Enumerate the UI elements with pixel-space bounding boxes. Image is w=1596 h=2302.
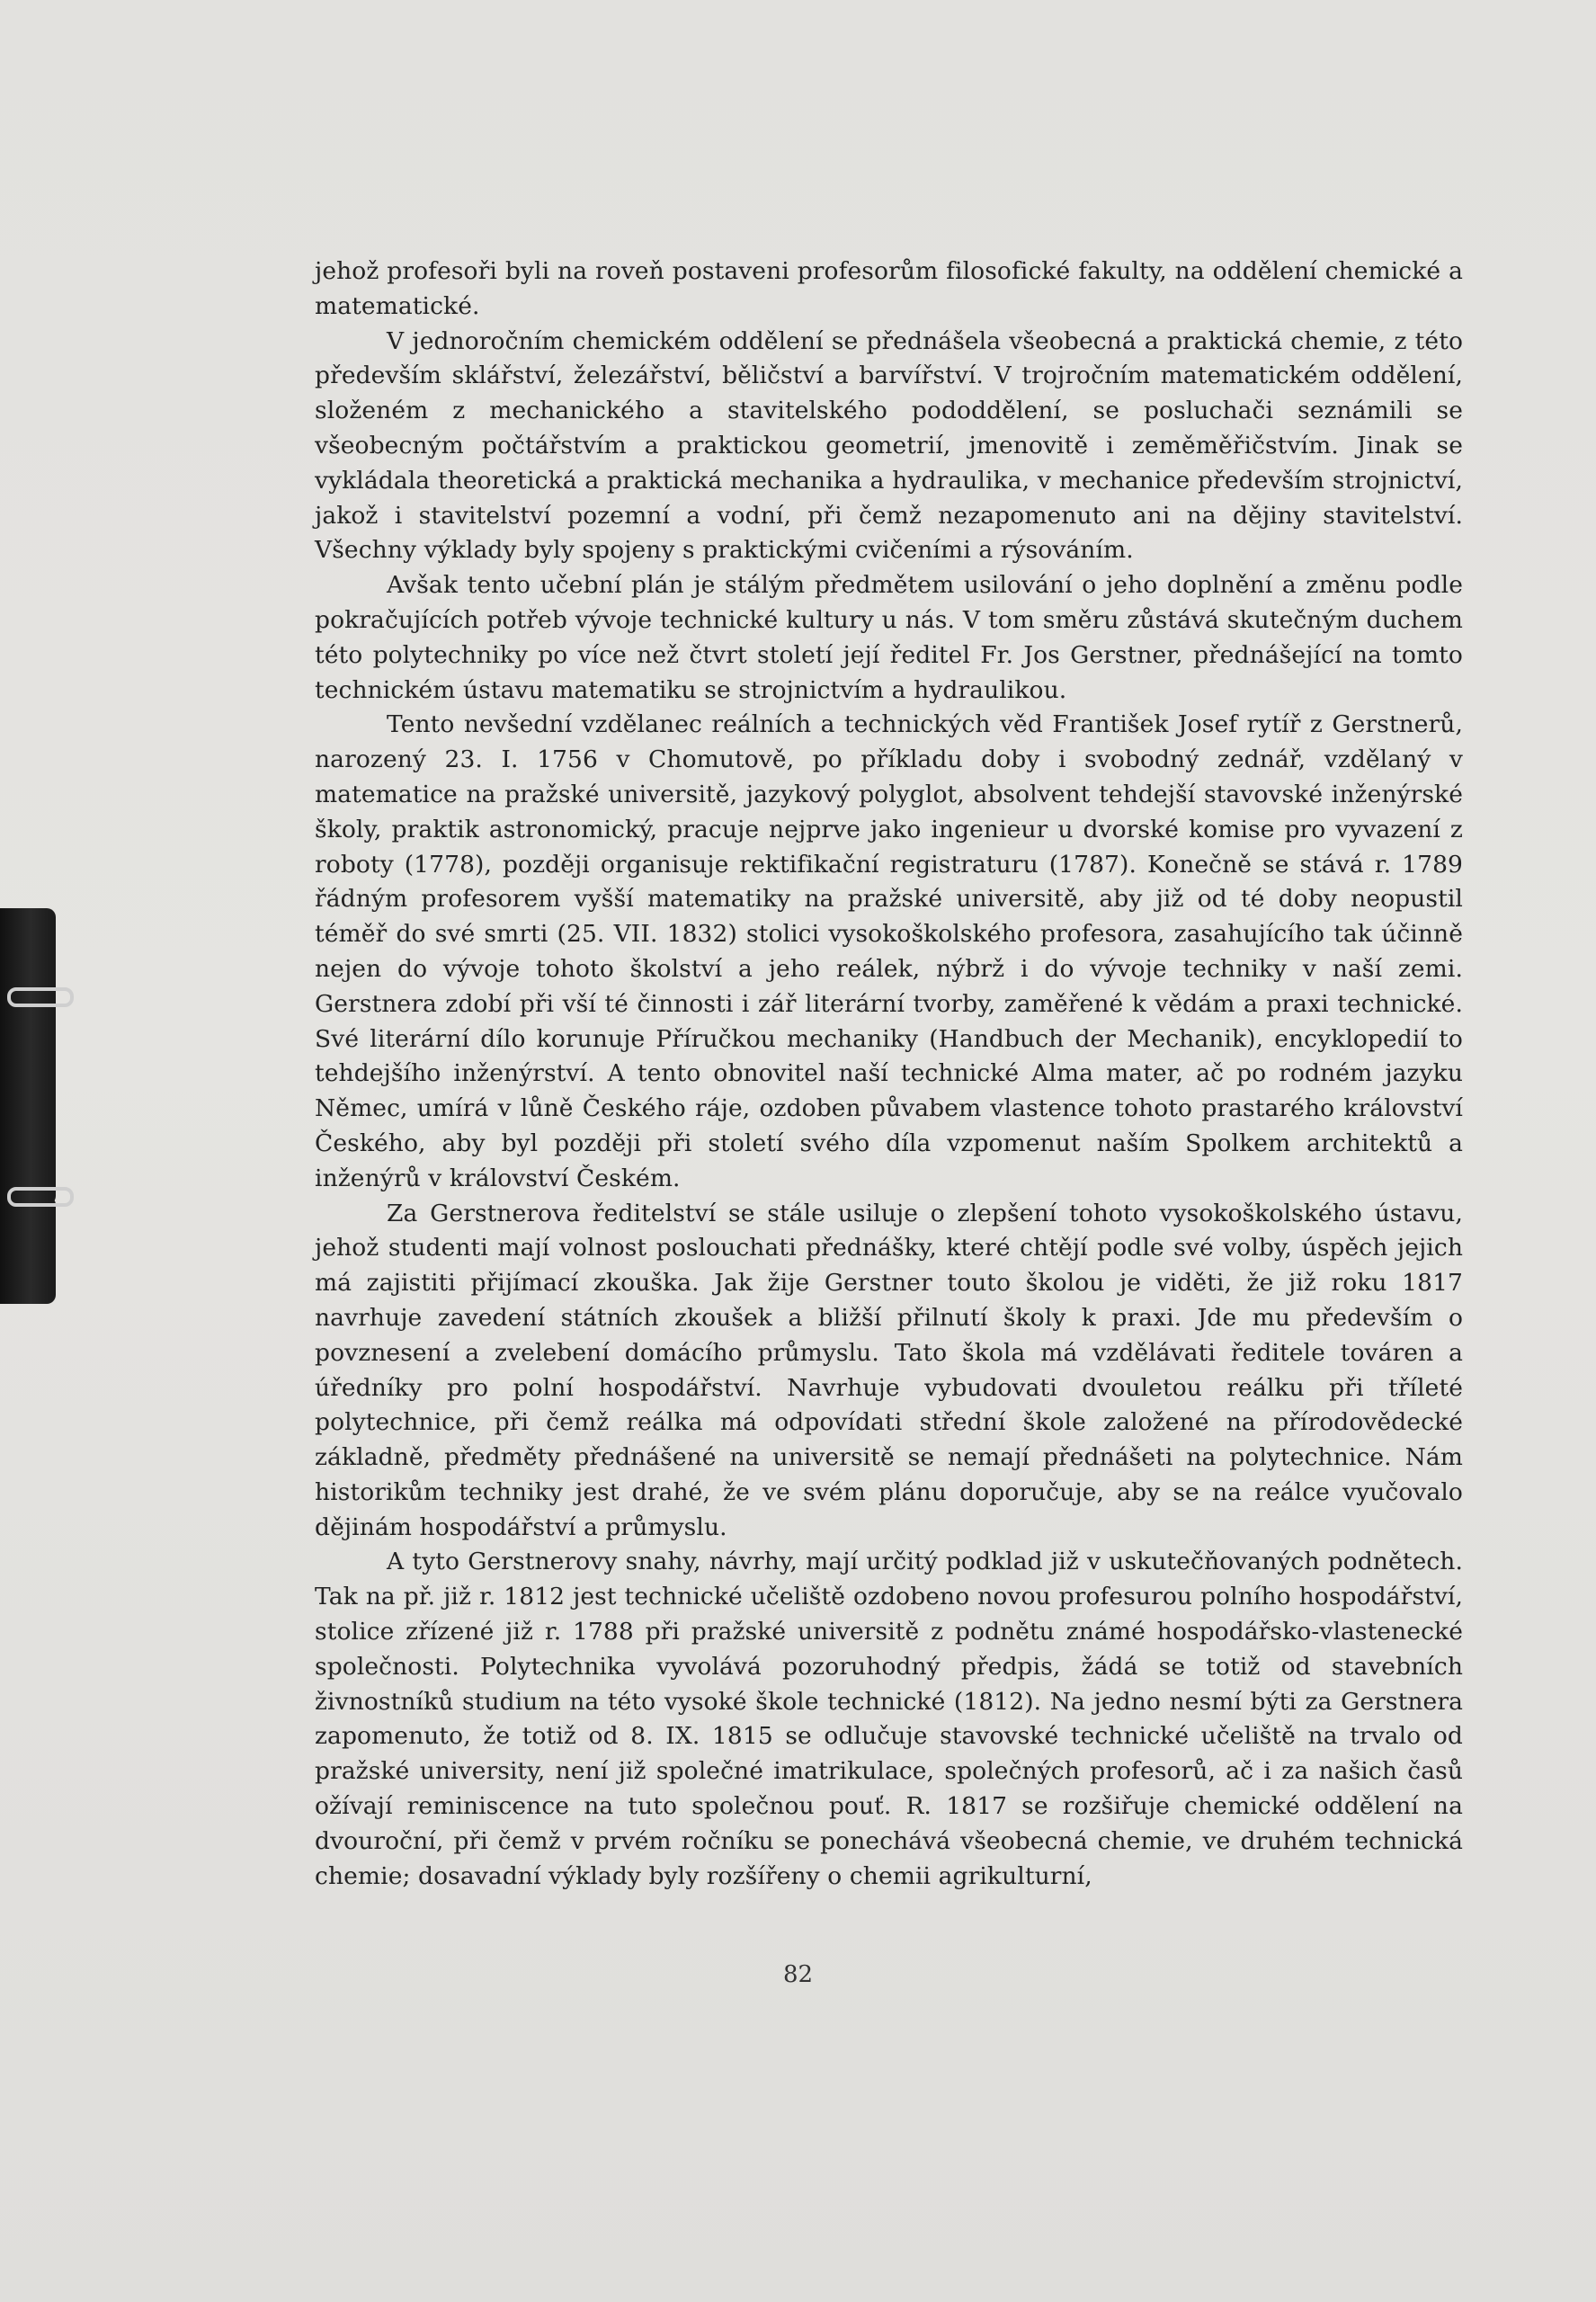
paragraph: A tyto Gerstnerovy snahy, návrhy, mají určitý podklad již v uskutečňovaných podnětech. Tak na př. již r. 1812 jest technické učeliště ozdobeno novou profesurou polního hospodářství, stolice zřízené již r. 1788 při pražské universitě z podnětu známé hospodářsko-vlastenecké společnosti. Polytechnika vyvolává pozoruhodný předpis, žádá se totiž od stavebních živnostníků studium na této vysoké škole technické (1812). Na jedno nesmí býti za Gerstnera zapomenuto, že totiž od 8. IX. 1815 se odlučuje stavovské technické učeliště na trvalo od pražské university, není již společné imatrikulace, společných profesorů, ač i za našich časů ožívají reminiscence na tuto společnou pouť. R. 1817 se rozšiřuje chemické oddělení na dvouroční, při čemž v prvém ročníku se ponechává všeobecná chemie, ve druhém technická chemie; dosavadní výklady byly rozšířeny o chemii agrikulturní, bbox=[315, 1548, 1463, 1890]
paragraph: V jednoročním chemickém oddělení se přednášela všeobecná a praktická chemie, z této především sklářství, železářství, běličství a barvířství. V trojročním matematickém oddělení, složeném z mechanického a stavitelského pododdělení, se posluchači seznámili se všeobecným počtářstvím a praktickou geometrií, jmenovitě i zeměměřičstvím. Jinak se vykládala theoretická a praktická mechanika a hydraulika, v mechanice především strojnictví, jakož i stavitelství pozemní a vodní, při čemž nezapomenuto ani na dějiny stavitelství. Všechny výklady byly spojeny s praktickými cvičeními a rýsováním. bbox=[315, 326, 1463, 565]
binder-clip bbox=[0, 908, 63, 1304]
paragraph: jehož profesoři byli na roveň postaveni profesorům filosofické fakulty, na oddělení chemické a matematické. bbox=[315, 257, 1463, 320]
paragraph: Tento nevšední vzdělanec reálních a technických věd František Josef rytíř z Gerstnerů, narozený 23. I. 1756 v Chomutově, po příkladu doby i svobodný zednář, vzdělaný v matematice na pražské universitě, jazykový polyglot, absolvent tehdejší stavovské inženýrské školy, praktik astronomický, pracuje nejprve jako ingenieur u dvorské komise pro vyvazení z roboty (1778), později organisuje rektifikační registraturu (1787). Konečně se stává r. 1789 řádným profesorem vyšší matematiky na pražské universitě, aby již od té doby neopustil téměř do své smrti (25. VII. 1832) stolici vysokoškolského profesora, zasahujícího tak účinně nejen do vývoje tohoto školství a jeho reálek, nýbrž i do vývoje techniky v naší zemi. Gerstnera zdobí při vší té činnosti i zář literární tvorby, zaměřené k vědám a praxi technické. Své literární dílo korunuje Příručkou mechaniky (Handbuch der Mechanik), encyklopedií to tehdejšího inženýrství. A tento obnovitel naší technické Alma mater, ač po rodném jazyku Němec, umírá v lůně Českého ráje, ozdoben půvabem vlastence tohoto prastarého království Českého, aby byl později při století svého díla vzpomenut naším Spolkem architektů a inženýrů v království Českém. bbox=[315, 710, 1463, 1192]
binder-clip-part bbox=[0, 998, 56, 1205]
binder-ring bbox=[7, 1187, 74, 1207]
body-text bbox=[315, 254, 1463, 1894]
binder-ring bbox=[7, 987, 74, 1007]
paragraph: Avšak tento učební plán je stálým předmětem usilování o jeho doplnění a změnu podle pokračujících potřeb vývoje technické kultury u nás. V tom směru zůstává skutečným duchem této polytechniky po více než čtvrt století její ředitel Fr. Jos Gerstner, přednášející na tomto technickém ústavu matematiku se strojnictvím a hydraulikou. bbox=[315, 571, 1463, 704]
page-number: 82 bbox=[782, 1961, 814, 1988]
paragraph: Za Gerstnerova ředitelství se stále usiluje o zlepšení tohoto vysokoškolského ústavu, jehož studenti mají volnost poslouchati přednášky, které chtějí podle své volby, úspěch jejich má zajistiti přijímací zkouška. Jak žije Gerstner touto školou je viděti, že již roku 1817 navrhuje zavedení státních zkoušek a bližší přilnutí školy k praxi. Jde mu především o povznesení a zvelebení domácího průmyslu. Tato škola má vzdělávati ředitele továren a úředníky pro polní hospodářství. Navrhuje vybudovati dvouletou reálku při tříleté polytechnice, při čemž reálka má odpovídati střední škole založené na přírodovědecké základně, předměty přednášené na universitě se nemají přednášeti na polytechnice. Nám historikům techniky jest drahé, že ve svém plánu doporučuje, aby se na reálce vyučovalo dějinám hospodářství a průmyslu. bbox=[315, 1199, 1463, 1541]
binder-clip-part bbox=[0, 1196, 56, 1304]
